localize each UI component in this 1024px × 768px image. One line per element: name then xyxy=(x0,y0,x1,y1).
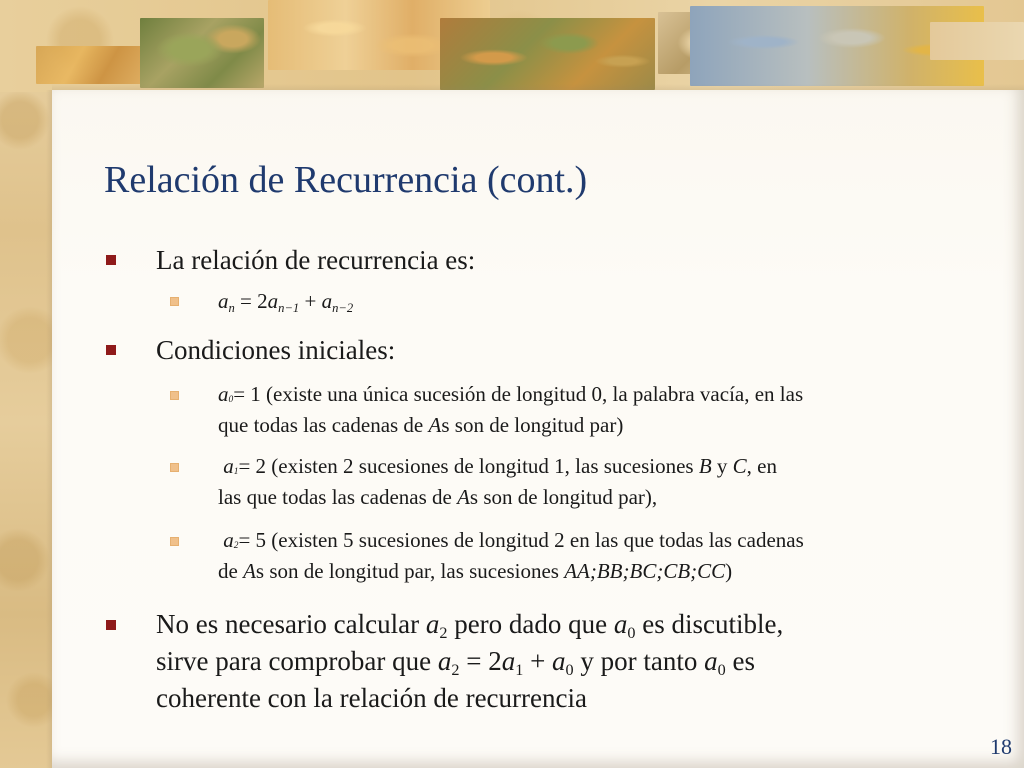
bullet-text: Condiciones iniciales: xyxy=(156,335,396,365)
sub-bullet-square-icon xyxy=(170,537,179,546)
recurrence-formula: $a_n = 2a_{n-1} + a_{n-2}$ xyxy=(218,289,354,315)
bullet-square-icon xyxy=(106,345,116,355)
sub-bullet-square-icon xyxy=(170,463,179,472)
closing-bullet-text: No es necesario calcular $a_2$ pero dado que $a_0$ es discutible, sirve para comprobar que $a_2 = 2a_1 + a_0$ y por tanto $a_0$ es coherente con la relación de recurrencia xyxy=(156,609,784,713)
decorative-photo-tile xyxy=(440,18,655,90)
sub-bullet-square-icon xyxy=(170,297,179,306)
decorative-photo-tile xyxy=(930,22,1024,60)
bullet-text: La relación de recurrencia es: xyxy=(156,245,476,275)
page-number: 18 xyxy=(990,734,1012,759)
decorative-photo-tile xyxy=(36,46,154,84)
parchment-left-border xyxy=(0,0,52,768)
initial-condition-a0: a0= 1 (existe una única sucesión de longitud 0, la palabra vacía, en las que todas las cadenas de As son de longitud par) xyxy=(218,382,804,437)
initial-condition-a1: a1= 2 (existen 2 sucesiones de longitud 1, las sucesiones B y C, en las que todas las cadenas de As son de longitud par), xyxy=(218,454,777,509)
bullet-square-icon xyxy=(106,620,116,630)
bullet-square-icon xyxy=(106,255,116,265)
sub-bullet-square-icon xyxy=(170,391,179,400)
initial-condition-a2: a2= 5 (existen 5 sucesiones de longitud 2 en las que todas las cadenas de As son de longitud par, las sucesiones AA;BB;BC;CB;CC) xyxy=(218,528,804,583)
slide-title: Relación de Recurrencia (cont.) xyxy=(104,159,588,201)
decorative-photo-tile xyxy=(140,18,264,88)
